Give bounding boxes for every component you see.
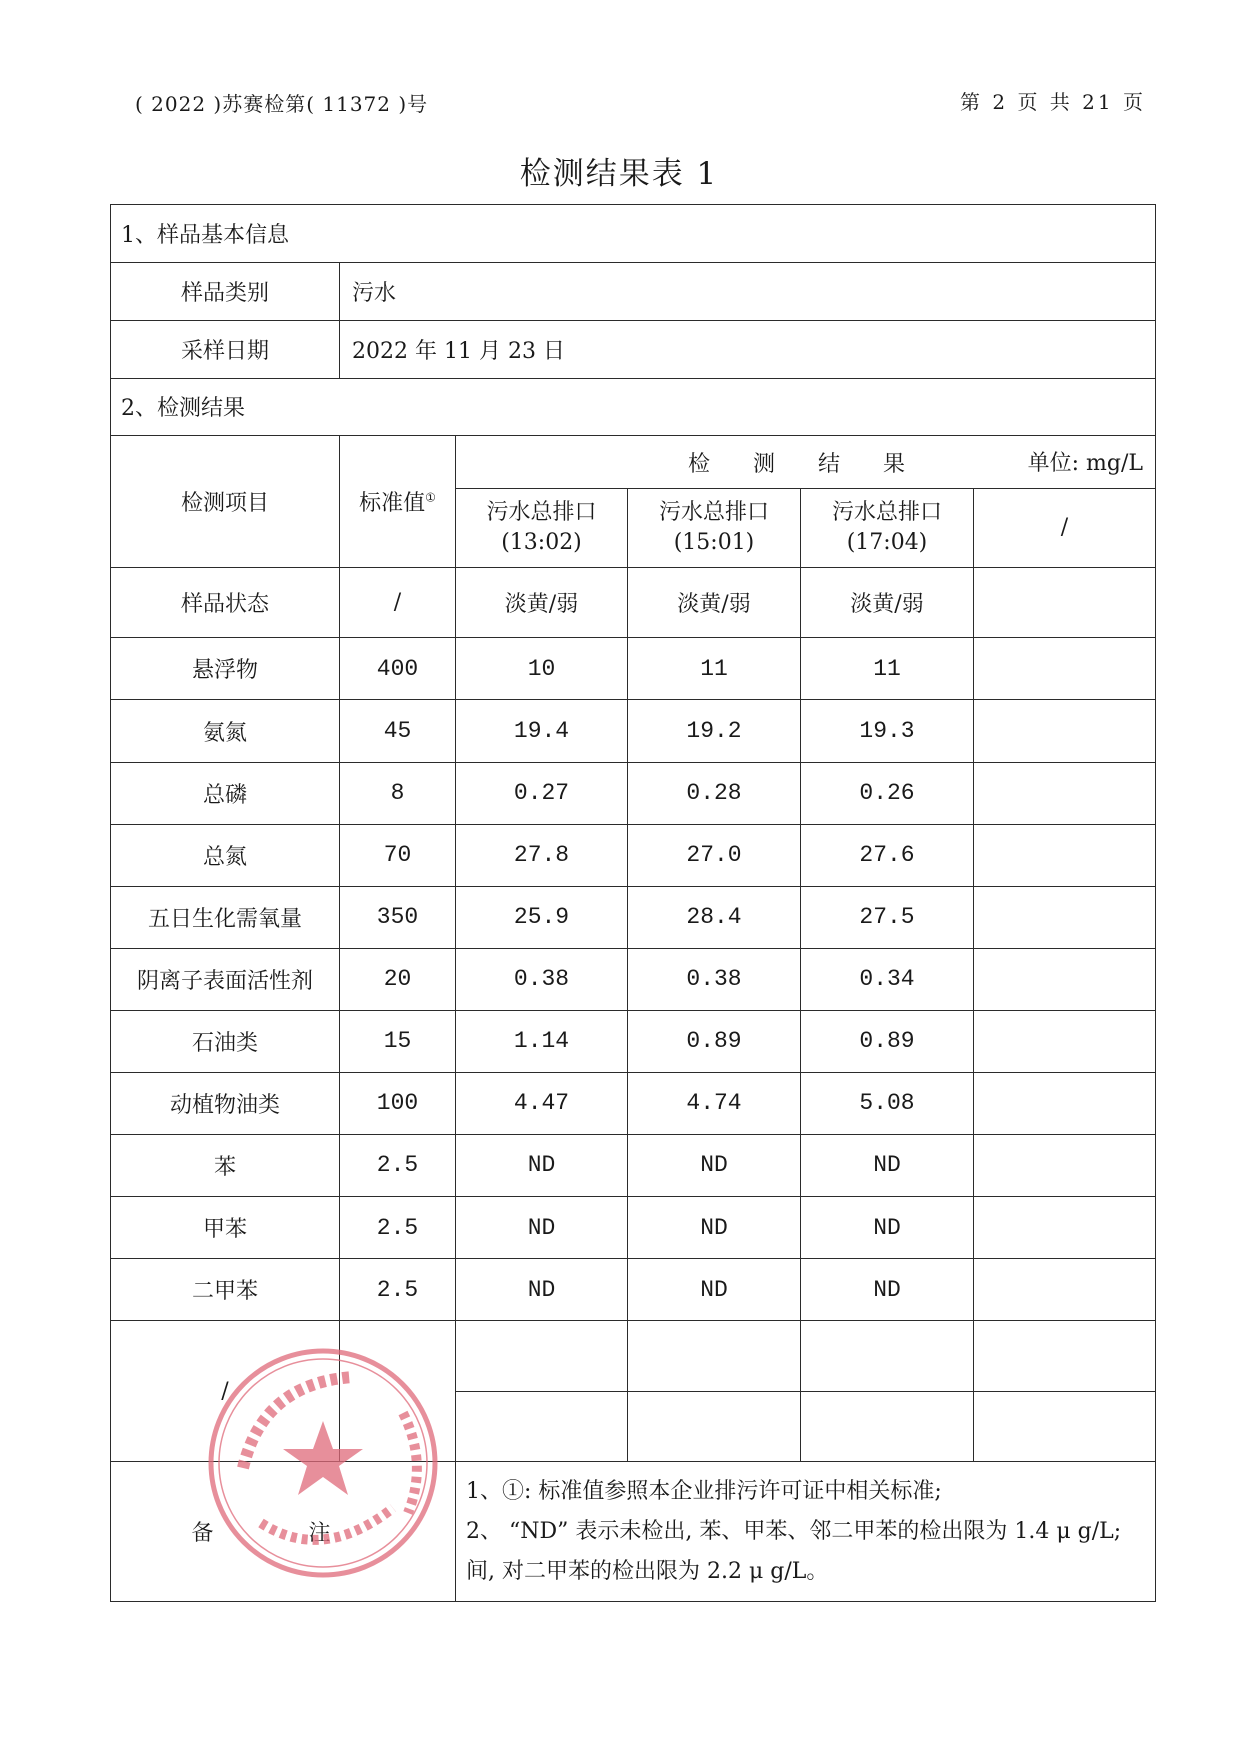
result-value: 28.4	[628, 886, 801, 948]
blank-cell	[628, 1321, 801, 1391]
item-name: 氨氮	[111, 700, 340, 762]
item-name: 总氮	[111, 824, 340, 886]
result-value: 19.2	[628, 700, 801, 762]
blank-cell	[974, 1391, 1156, 1461]
standard-value: 8	[340, 762, 456, 824]
results-header	[456, 436, 1156, 489]
remarks-label: 备 注	[111, 1462, 456, 1602]
result-value	[974, 638, 1156, 700]
remark-line-1: 1、①: 标准值参照本企业排污许可证中相关标准;	[466, 1478, 942, 1504]
standard-value: 20	[340, 948, 456, 1010]
result-value	[974, 824, 1156, 886]
sample-type-value: 污水	[340, 262, 1156, 320]
column-header-time: (15:01)	[673, 529, 755, 555]
table-row	[111, 1196, 1156, 1258]
result-value: ND	[801, 1196, 974, 1258]
result-value: 19.4	[456, 700, 628, 762]
standard-value: 15	[340, 1010, 456, 1072]
result-value	[974, 700, 1156, 762]
result-value: 4.47	[456, 1072, 628, 1134]
result-value	[974, 886, 1156, 948]
result-value: ND	[628, 1134, 801, 1196]
result-value: ND	[628, 1259, 801, 1321]
result-value: ND	[456, 1259, 628, 1321]
unit-label: 单位: mg/L	[1027, 451, 1144, 477]
result-value: ND	[801, 1259, 974, 1321]
result-value: 0.26	[801, 762, 974, 824]
result-value: 27.8	[456, 824, 628, 886]
column-header-3	[801, 488, 974, 567]
blank-cell	[456, 1391, 628, 1461]
result-value: 27.0	[628, 824, 801, 886]
standard-superscript: ①	[425, 490, 436, 505]
result-value	[974, 1196, 1156, 1258]
result-value	[974, 1134, 1156, 1196]
remarks-content	[456, 1462, 1156, 1602]
result-value: 0.89	[628, 1010, 801, 1072]
report-number: ( 2022 )苏赛检第( 11372 )号	[135, 92, 429, 116]
table-row	[111, 948, 1156, 1010]
item-name: 二甲苯	[111, 1259, 340, 1321]
result-value	[974, 1072, 1156, 1134]
state-value: 淡黄/弱	[628, 567, 801, 638]
item-name: 总磷	[111, 762, 340, 824]
item-name: 动植物油类	[111, 1072, 340, 1134]
result-value	[974, 762, 1156, 824]
blank-cell	[628, 1391, 801, 1461]
result-value: 0.28	[628, 762, 801, 824]
blank-cell	[801, 1321, 974, 1391]
result-value: 0.89	[801, 1010, 974, 1072]
blank-row-standard	[340, 1321, 456, 1462]
standard-value: 45	[340, 700, 456, 762]
column-header-time: (17:04)	[846, 529, 928, 555]
table-row	[111, 1010, 1156, 1072]
standard-value: 2.5	[340, 1259, 456, 1321]
standard-header: 标准值①	[340, 436, 456, 567]
result-value: ND	[456, 1196, 628, 1258]
item-name: 苯	[111, 1134, 340, 1196]
sample-date-label: 采样日期	[111, 320, 340, 378]
item-name: 五日生化需氧量	[111, 886, 340, 948]
result-value: ND	[628, 1196, 801, 1258]
result-value: 19.3	[801, 700, 974, 762]
table-row	[111, 762, 1156, 824]
result-value	[974, 948, 1156, 1010]
result-value: 0.27	[456, 762, 628, 824]
column-header-4	[974, 488, 1156, 567]
column-header-location: 污水总排口	[486, 499, 597, 525]
column-header-time: (13:02)	[501, 529, 582, 555]
result-value: 5.08	[801, 1072, 974, 1134]
blank-cell	[456, 1321, 628, 1391]
table-row	[111, 1259, 1156, 1321]
sample-date-value: 2022 年 11 月 23 日	[340, 320, 1156, 378]
results-header-label: 检 测 结 果	[688, 451, 923, 477]
blank-row-label: /	[111, 1321, 340, 1462]
state-value: 淡黄/弱	[456, 567, 628, 638]
column-header-2	[628, 488, 801, 567]
result-value: ND	[456, 1134, 628, 1196]
result-value: 27.5	[801, 886, 974, 948]
sample-type-label: 样品类别	[111, 262, 340, 320]
state-value: 淡黄/弱	[801, 567, 974, 638]
result-value: 0.38	[628, 948, 801, 1010]
table-row	[111, 824, 1156, 886]
state-value	[974, 567, 1156, 638]
result-value: ND	[801, 1134, 974, 1196]
result-value: 1.14	[456, 1010, 628, 1072]
table-row	[111, 700, 1156, 762]
result-value: 11	[801, 638, 974, 700]
column-header-location: /	[1060, 514, 1069, 540]
result-value: 27.6	[801, 824, 974, 886]
item-name: 石油类	[111, 1010, 340, 1072]
standard-value: 70	[340, 824, 456, 886]
item-name: 悬浮物	[111, 638, 340, 700]
standard-value: 2.5	[340, 1134, 456, 1196]
item-header: 检测项目	[111, 436, 340, 567]
table-row	[111, 1072, 1156, 1134]
result-value: 4.74	[628, 1072, 801, 1134]
blank-cell	[974, 1321, 1156, 1391]
page-info: 第 2 页 共 21 页	[960, 90, 1146, 114]
section2-heading: 2、检测结果	[111, 378, 1156, 436]
state-label: 样品状态	[111, 567, 340, 638]
column-header-1	[456, 488, 628, 567]
blank-cell	[801, 1391, 974, 1461]
page-title: 检测结果表 1	[519, 156, 719, 192]
standard-value: 100	[340, 1072, 456, 1134]
table-row	[111, 638, 1156, 700]
item-name: 甲苯	[111, 1196, 340, 1258]
result-value	[974, 1010, 1156, 1072]
table-row	[111, 1134, 1156, 1196]
column-header-location: 污水总排口	[658, 499, 769, 525]
result-value: 25.9	[456, 886, 628, 948]
standard-value: 2.5	[340, 1196, 456, 1258]
table-row	[111, 886, 1156, 948]
column-header-location: 污水总排口	[831, 499, 942, 525]
result-value: 11	[628, 638, 801, 700]
item-name: 阴离子表面活性剂	[111, 948, 340, 1010]
standard-value: 400	[340, 638, 456, 700]
section1-heading: 1、样品基本信息	[111, 205, 1156, 263]
state-standard: /	[340, 567, 456, 638]
result-value: 0.38	[456, 948, 628, 1010]
standard-value: 350	[340, 886, 456, 948]
results-table	[110, 204, 1156, 1602]
result-value: 10	[456, 638, 628, 700]
result-value	[974, 1259, 1156, 1321]
result-value: 0.34	[801, 948, 974, 1010]
remark-line-2: 2、 “ND” 表示未检出, 苯、甲苯、邻二甲苯的检出限为 1.4 μ g/L; 间, 对二甲苯的检出限为 2.2 μ g/L。	[466, 1518, 1122, 1584]
